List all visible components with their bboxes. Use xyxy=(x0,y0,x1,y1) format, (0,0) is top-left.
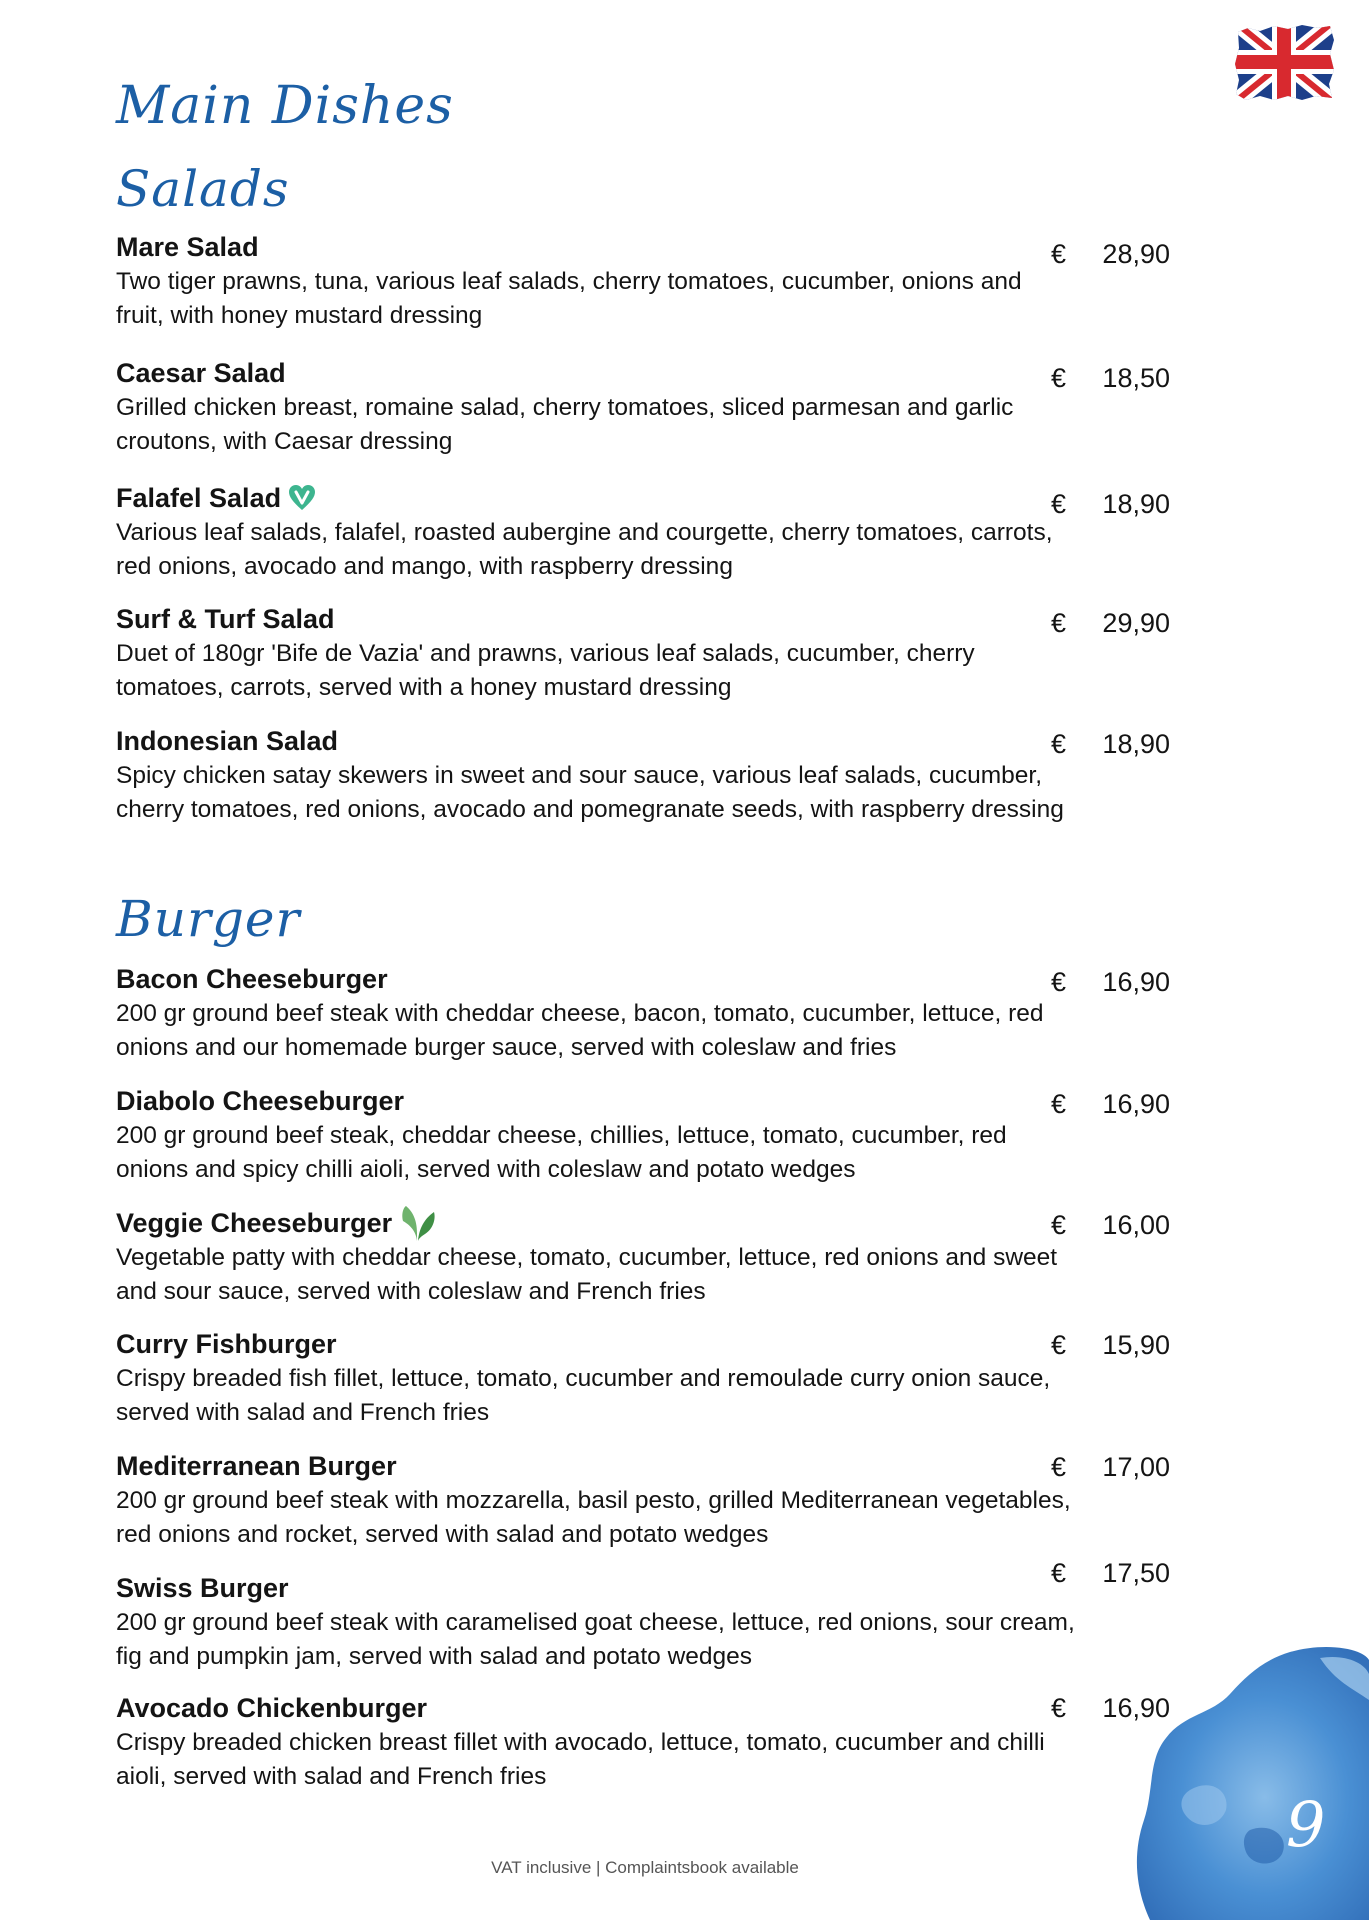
dish-name: Caesar Salad xyxy=(116,358,286,388)
dish-name: Indonesian Salad xyxy=(116,726,339,756)
page-title: Main Dishes xyxy=(116,76,454,136)
dish-name: Falafel Salad xyxy=(116,482,1176,514)
dish-description: Duet of 180gr 'Bife de Vazia' and prawns, various leaf salads, cucumber, cherry tomatoes, carrots, served with a honey mustard dressing xyxy=(116,640,975,701)
currency-symbol: € xyxy=(1051,239,1067,269)
dish-description: Vegetable patty with cheddar cheese, tomato, cucumber, lettuce, red onions and sweet and sour sauce, served with coleslaw and French fries xyxy=(116,1244,1058,1305)
footer-note: VAT inclusive | Complaintsbook available xyxy=(491,1858,799,1877)
currency-symbol: € xyxy=(1051,1452,1067,1482)
dish-description: Crispy breaded fish fillet, lettuce, tomato, cucumber and remoulade curry onion sauce, served with salad and French fries xyxy=(116,1365,1051,1426)
dish-description: 200 gr ground beef steak with caramelised goat cheese, lettuce, red onions, sour cream, fig and pumpkin jam, served with salad and potato wedges xyxy=(116,1609,1075,1670)
menu-item xyxy=(116,482,1176,584)
uk-flag-icon[interactable] xyxy=(1230,18,1338,106)
dish-description: Grilled chicken breast, romaine salad, cherry tomatoes, sliced parmesan and garlic croutons, with Caesar dressing xyxy=(116,394,1014,455)
dish-name: Diabolo Cheeseburger xyxy=(116,1086,405,1116)
dish-description: 200 gr ground beef steak, cheddar cheese, chillies, lettuce, tomato, cucumber, red onions and spicy chilli aioli, served with coleslaw and potato wedges xyxy=(116,1122,1007,1183)
vegetarian-leaf-icon xyxy=(398,1203,438,1243)
watercolor-blob-decoration xyxy=(1130,1640,1369,1920)
price-value: 17,50 xyxy=(1102,1558,1170,1588)
currency-symbol: € xyxy=(1051,1693,1067,1723)
section-title-burger: Burger xyxy=(116,890,301,948)
section-title-salads: Salads xyxy=(116,160,290,218)
currency-symbol: € xyxy=(1051,1210,1067,1240)
price-value: 18,90 xyxy=(1102,729,1170,759)
currency-symbol: € xyxy=(1051,489,1067,519)
currency-symbol: € xyxy=(1051,967,1067,997)
currency-symbol: € xyxy=(1051,1089,1067,1119)
page-number: 9 xyxy=(1286,1788,1326,1861)
dish-name: Mediterranean Burger xyxy=(116,1451,397,1481)
price-value: 16,90 xyxy=(1102,1693,1170,1723)
menu-item xyxy=(116,1085,1176,1187)
dish-description: Crispy breaded chicken breast fillet with avocado, lettuce, tomato, cucumber and chilli aioli, served with salad and French fries xyxy=(116,1729,1045,1790)
dish-name: Avocado Chickenburger xyxy=(116,1693,428,1723)
menu-item xyxy=(116,963,1176,1065)
menu-item xyxy=(116,603,1176,705)
menu-item xyxy=(116,1207,1176,1309)
menu-item xyxy=(116,1450,1176,1552)
menu-item xyxy=(116,1328,1176,1430)
currency-symbol: € xyxy=(1051,1558,1067,1588)
dish-name: Curry Fishburger xyxy=(116,1329,337,1359)
dish-description: Spicy chicken satay skewers in sweet and sour sauce, various leaf salads, cucumber, cherry tomatoes, red onions, avocado and pomegranate seeds, with raspberry dressing xyxy=(116,762,1064,823)
dish-description: 200 gr ground beef steak with mozzarella, basil pesto, grilled Mediterranean vegetables, red onions and rocket, served with salad and potato wedges xyxy=(116,1487,1071,1548)
price-value: 16,90 xyxy=(1102,967,1170,997)
price-value: 16,90 xyxy=(1102,1089,1170,1119)
menu-item xyxy=(116,231,1176,333)
currency-symbol: € xyxy=(1051,729,1067,759)
currency-symbol: € xyxy=(1051,363,1067,393)
dish-description: Various leaf salads, falafel, roasted aubergine and courgette, cherry tomatoes, carrots, red onions, avocado and mango, with raspberry dressing xyxy=(116,519,1053,580)
price-value: 18,90 xyxy=(1102,489,1170,519)
dish-name: Veggie Cheeseburger xyxy=(116,1207,1176,1239)
dish-description: Two tiger prawns, tuna, various leaf salads, cherry tomatoes, cucumber, onions and fruit, with honey mustard dressing xyxy=(116,268,1022,329)
vegan-heart-icon xyxy=(287,483,317,513)
dish-name: Mare Salad xyxy=(116,232,259,262)
price-value: 15,90 xyxy=(1102,1330,1170,1360)
menu-item xyxy=(116,1692,1176,1794)
currency-symbol: € xyxy=(1051,608,1067,638)
dish-name: Bacon Cheeseburger xyxy=(116,964,388,994)
dish-description: 200 gr ground beef steak with cheddar cheese, bacon, tomato, cucumber, lettuce, red onions and our homemade burger sauce, served with coleslaw and fries xyxy=(116,1000,1044,1061)
menu-item xyxy=(116,357,1176,459)
dish-name: Surf & Turf Salad xyxy=(116,604,335,634)
menu-item xyxy=(116,1572,1176,1674)
currency-symbol: € xyxy=(1051,1330,1067,1360)
price-value: 18,50 xyxy=(1102,363,1170,393)
menu-item xyxy=(116,725,1176,827)
dish-name: Swiss Burger xyxy=(116,1573,289,1603)
price-value: 16,00 xyxy=(1102,1210,1170,1240)
price-value: 29,90 xyxy=(1102,608,1170,638)
price-value: 17,00 xyxy=(1102,1452,1170,1482)
price-value: 28,90 xyxy=(1102,239,1170,269)
